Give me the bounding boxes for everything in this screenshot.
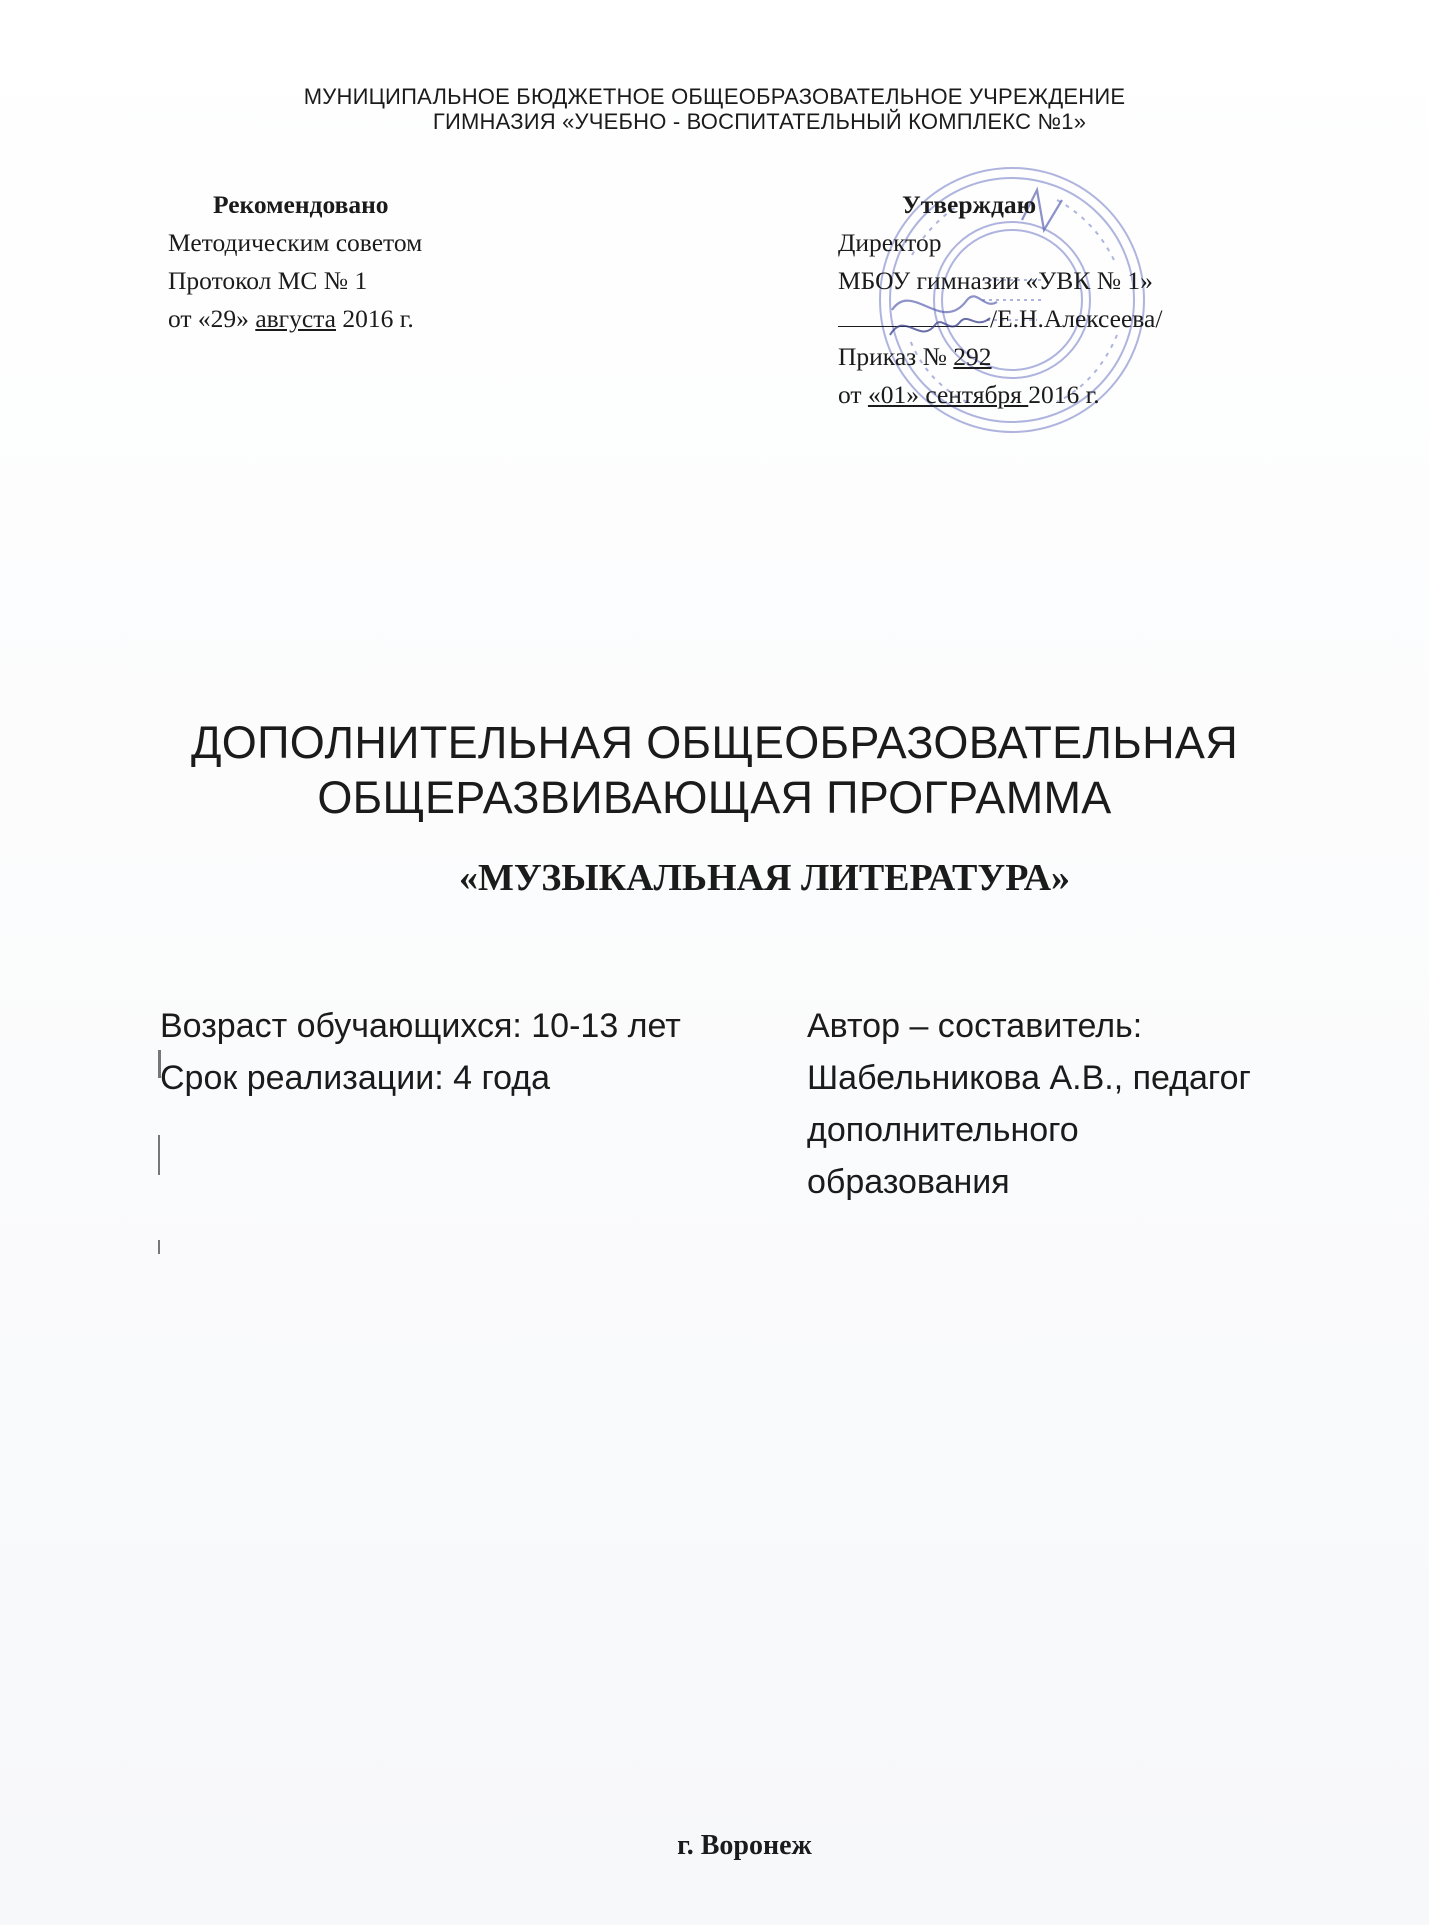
institution-header: [0, 84, 1429, 134]
approved-date-prefix: от: [838, 380, 868, 409]
signature-icon: [880, 300, 1010, 350]
approved-date-underlined: «01» сентября: [867, 380, 1029, 409]
program-title: [0, 715, 1429, 825]
approved-order-prefix: Приказ №: [838, 342, 954, 371]
recommended-block: [168, 186, 422, 338]
institution-header-line1: МУНИЦИПАЛЬНОЕ БЮДЖЕТНОЕ ОБЩЕОБРАЗОВАТЕЛЬНОЕ УЧРЕЖДЕНИЕ: [303, 84, 1126, 109]
student-age: Возраст обучающихся: 10-13 лет: [160, 1007, 681, 1045]
recommended-date-suffix: 2016 г.: [335, 304, 414, 333]
author-label: Автор – составитель:: [807, 1007, 1143, 1045]
recommended-protocol: Протокол МС № 1: [168, 266, 368, 295]
approved-heading: Утверждаю: [902, 190, 1037, 219]
recommended-council: Методическим советом: [168, 228, 423, 257]
program-title-line1: ДОПОЛНИТЕЛЬНАЯ ОБЩЕОБРАЗОВАТЕЛЬНАЯ: [190, 717, 1239, 768]
author-line1: Шабельникова А.В., педагог: [807, 1059, 1251, 1097]
approved-date-suffix: 2016 г.: [1028, 380, 1100, 409]
scan-artifact: [158, 1240, 160, 1254]
program-subtitle: «МУЗЫКАЛЬНАЯ ЛИТЕРАТУРА»: [458, 857, 1071, 899]
program-title-line2: ОБЩЕРАЗВИВАЮЩАЯ ПРОГРАММА: [317, 772, 1112, 823]
recommended-date-prefix: от «29»: [168, 304, 256, 333]
recommended-date-month: августа: [255, 304, 336, 333]
scan-artifact: [158, 1135, 160, 1175]
approved-director: Директор: [838, 228, 942, 257]
approved-signature-name: /Е.Н.Алексеева/: [990, 304, 1163, 333]
approved-school: МБОУ гимназии «УВК № 1»: [838, 266, 1153, 295]
author-line3: образования: [807, 1163, 1010, 1201]
program-info-left: [160, 1000, 681, 1104]
approved-order-number: 292: [953, 342, 992, 371]
approved-date: [838, 376, 1162, 414]
program-term: Срок реализации: 4 года: [160, 1059, 551, 1097]
recommended-heading: Рекомендовано: [213, 190, 389, 219]
program-author: [807, 1000, 1367, 1208]
recommended-date: [168, 300, 422, 338]
institution-header-line2: ГИМНАЗИЯ «УЧЕБНО - ВОСПИТАТЕЛЬНЫЙ КОМПЛЕКС №1»: [432, 109, 1087, 134]
author-line2: дополнительного: [807, 1111, 1079, 1149]
city-footer: г. Воронеж: [677, 1830, 812, 1861]
